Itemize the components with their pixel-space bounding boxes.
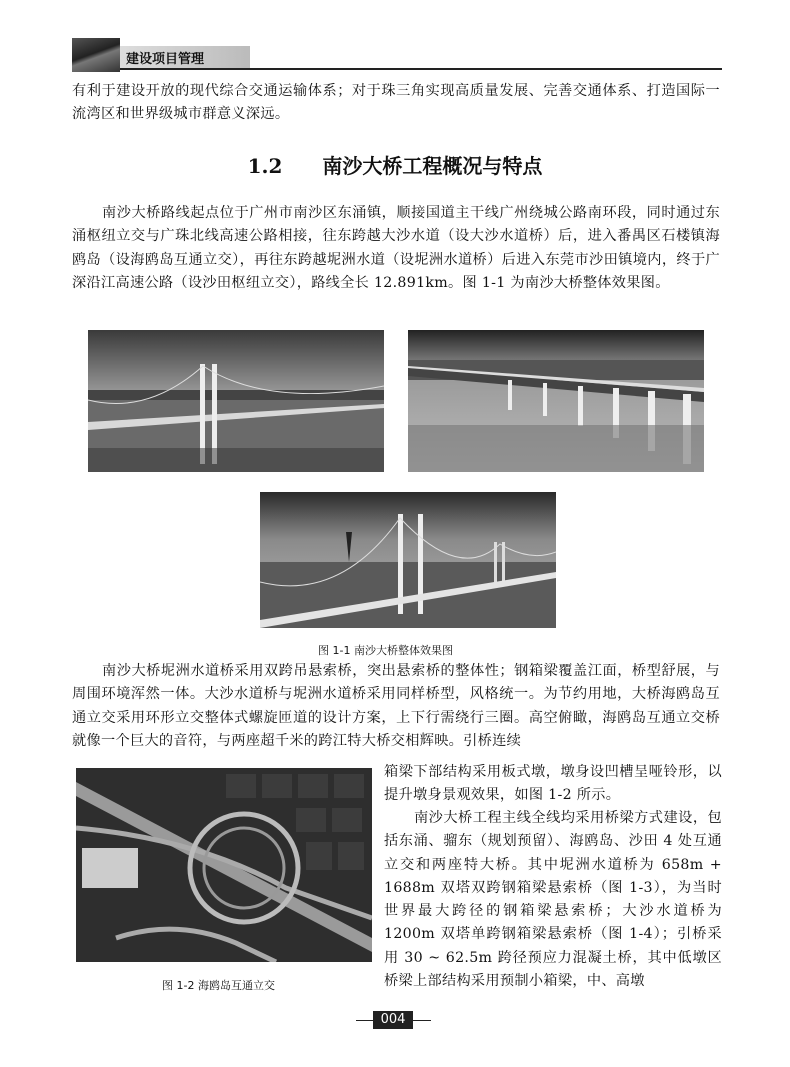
paragraph-bridge-design: 南沙大桥坭洲水道桥采用双跨吊悬索桥，突出悬索桥的整体性；钢箱梁覆盖江面，桥型舒展，与周围环境浑然一体。大沙水道桥与坭洲水道桥采用同样桥型，风格统一。为节约用地，大桥海鸥岛互通立交采用环形立交整体式螺旋匝道的设计方案，上下行需绕行三圈。高空俯瞰，海鸥岛互通立交桥就像一个巨大的音符，与两座超千米的跨江特大桥交相辉映。引桥连续 [72,663,720,749]
bridge-render-photo-1 [88,330,384,472]
figure2-caption: 图 1-2 海鸥岛互通立交 [162,979,275,992]
bridge-render-photo-2 [408,330,704,472]
header-title: 建设项目管理 [126,52,205,67]
page-number-box [356,1011,430,1029]
page-number-left-rule [356,1020,374,1021]
bridge-render-image-2 [408,330,704,472]
interchange-aerial-photo [76,768,372,962]
section-heading [0,150,790,179]
header-rule [120,68,722,70]
header-road-image [72,38,120,72]
running-header [72,38,722,74]
paragraph-pier-design: 箱梁下部结构采用板式墩，墩身设凹槽呈哑铃形，以提升墩身景观效果，如图 1-2 所示。 [384,764,722,804]
interchange-aerial-image [76,768,372,962]
intro-paragraph: 有利于建设开放的现代综合交通运输体系；对于珠三角实现高质量发展、完善交通体系、打造国际一流湾区和世界级城市群意义深远。 [72,83,720,123]
page-number: 004 [373,1011,413,1029]
figure1-caption: 图 1-1 南沙大桥整体效果图 [318,644,453,657]
paragraph-main-line: 南沙大桥工程主线全线均采用桥梁方式建设，包括东涌、骝东（规划预留）、海鸥岛、沙田 4 处互通立交和两座特大桥。其中坭洲水道桥为 658m + 1688m 双塔双跨钢箱梁悬索桥（图 1-3），为当时世界最大跨径的钢箱梁悬索桥；大沙水道桥为 1200m 双塔单跨钢箱梁悬索桥（图 1-4）；引桥采用 30 ~ 62.5m 跨径预应力混凝土桥，其中低墩区桥梁上部结构采用预制小箱梁，中、高墩 [384,810,722,990]
section-title: 南沙大桥工程概况与特点 [322,154,543,178]
paragraph-route: 南沙大桥路线起点位于广州市南沙区东涌镇，顺接国道主干线广州绕城公路南环段，同时通过东涌枢纽立交与广珠北线高速公路相接，往东跨越大沙水道（设大沙水道桥）后，进入番禺区石楼镇海鸥岛（设海鸥岛互通立交），再往东跨越坭洲水道（设坭洲水道桥）后进入东莞市沙田镇境内，终于广深沿江高速公路（设沙田枢纽立交），路线全长 12.891km。图 1-1 为南沙大桥整体效果图。 [72,205,720,291]
bridge-render-photo-3 [260,492,556,628]
page-number-right-rule [413,1020,431,1021]
bridge-render-image-1 [88,330,384,472]
bridge-render-image-3 [260,492,556,628]
section-number: 1.2 [247,154,283,178]
